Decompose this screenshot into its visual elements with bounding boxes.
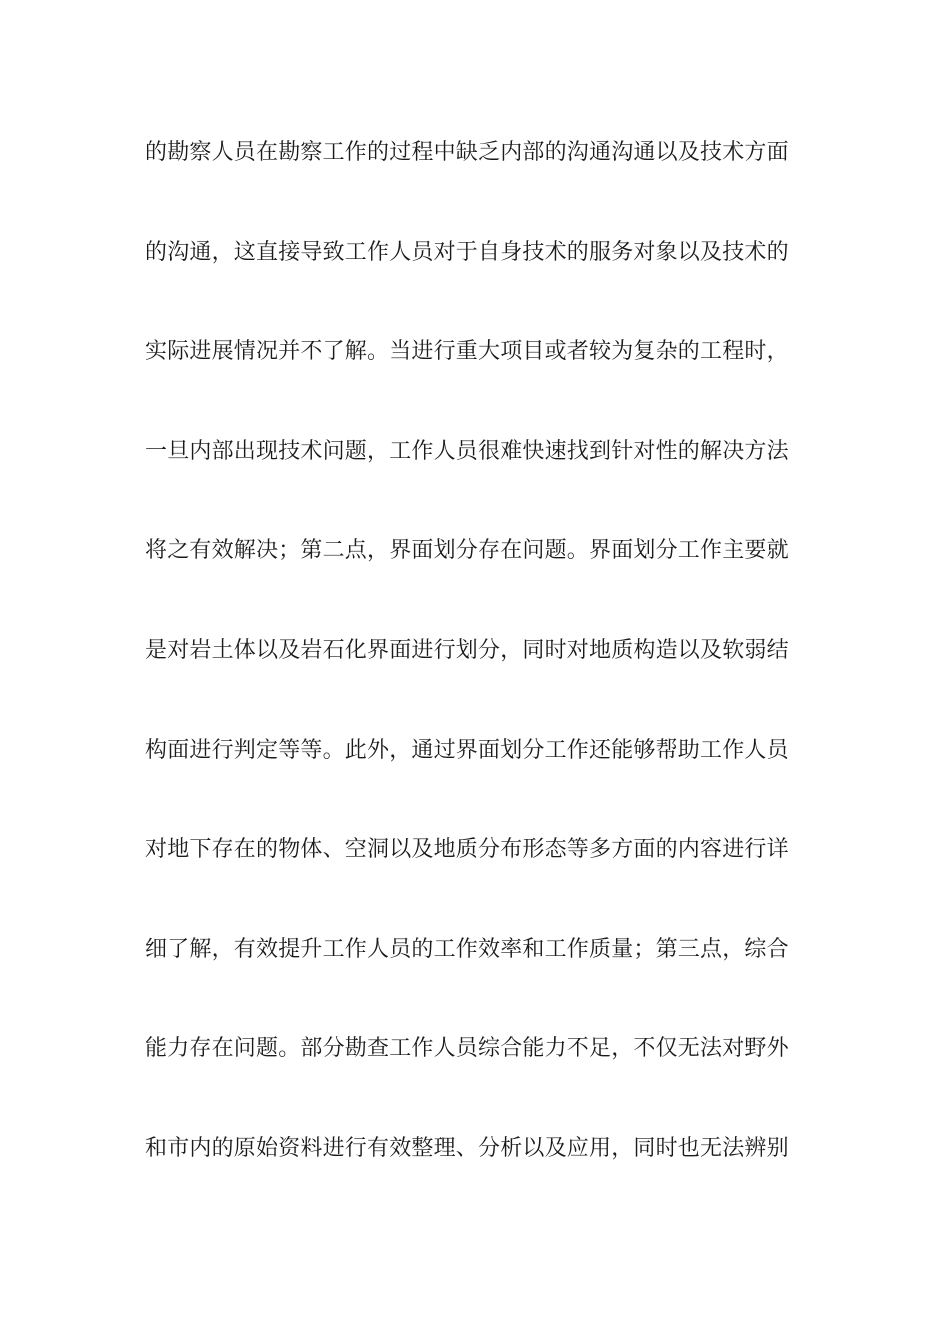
text-line-5: 将之有效解决；第二点，界面划分存在问题。界面划分工作主要就 <box>145 538 789 564</box>
text-line-1: 的勘察人员在勘察工作的过程中缺乏内部的沟通沟通以及技术方面 <box>145 140 789 165</box>
text-line-7: 构面进行判定等等。此外，通过界面划分工作还能够帮助工作人员 <box>145 737 789 763</box>
text-line-3: 实际进展情况并不了解。当进行重大项目或者较为复杂的工程时， <box>145 339 789 365</box>
body-text <box>145 130 810 1226</box>
text-line-11: 和市内的原始资料进行有效整理、分析以及应用，同时也无法辨别 <box>145 1135 789 1161</box>
text-line-2: 的沟通，这直接导致工作人员对于自身技术的服务对象以及技术的 <box>145 239 789 265</box>
text-line-9: 细了解，有效提升工作人员的工作效率和工作质量；第三点，综合 <box>145 936 789 962</box>
text-line-4: 一旦内部出现技术问题，工作人员很难快速找到针对性的解决方法 <box>145 438 789 464</box>
text-line-6: 是对岩土体以及岩石化界面进行划分，同时对地质构造以及软弱结 <box>145 637 789 663</box>
text-line-10: 能力存在问题。部分勘查工作人员综合能力不足，不仅无法对野外 <box>145 1036 789 1062</box>
text-line-8: 对地下存在的物体、空洞以及地质分布形态等多方面的内容进行详 <box>145 837 789 863</box>
